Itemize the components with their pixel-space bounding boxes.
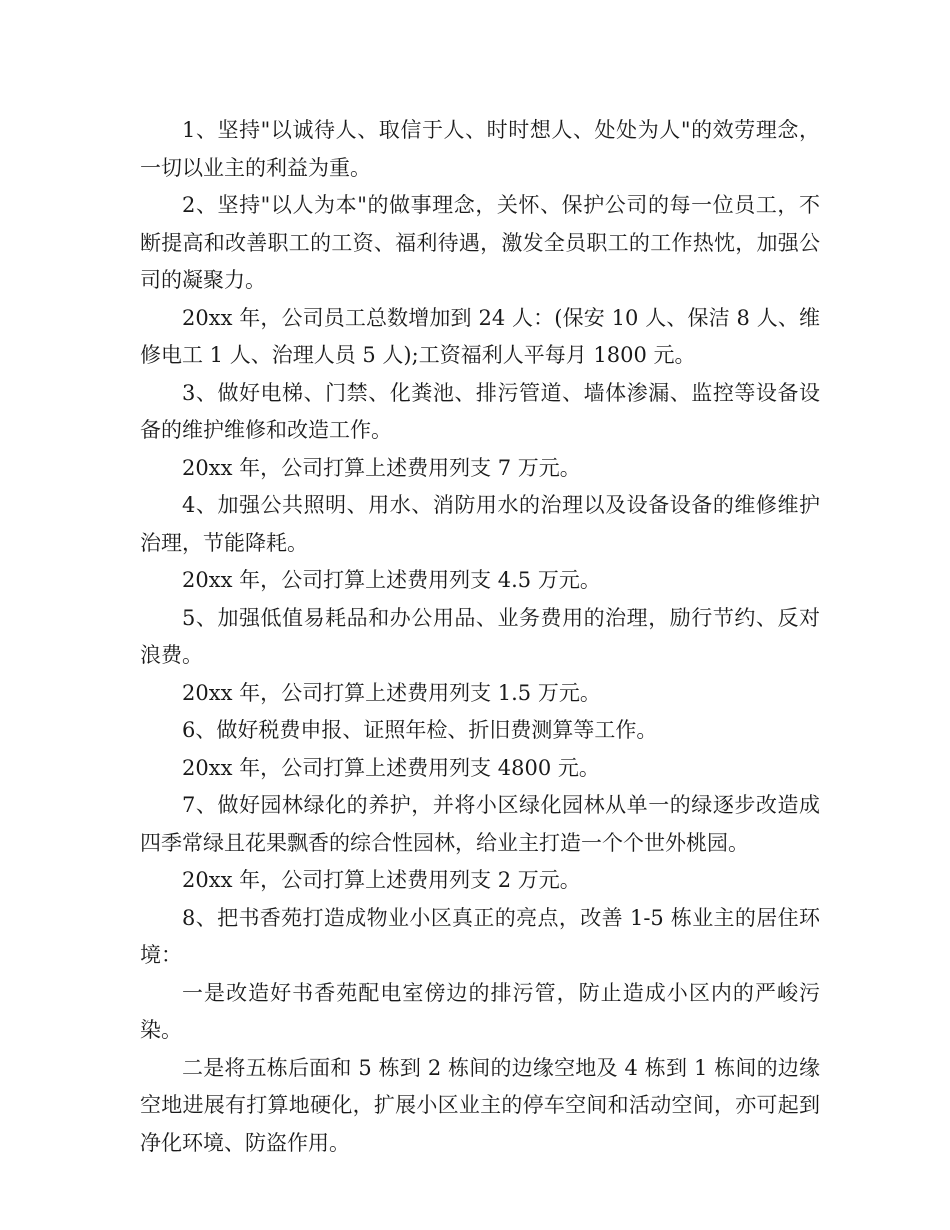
paragraph: 20xx 年，公司打算上述费用列支 7 万元。 <box>182 455 581 480</box>
document-body <box>140 112 820 1162</box>
paragraph: 1、坚持"以诚待人、取信于人、时时想人、处处为人"的效劳理念，一切以业主的利益为重。 <box>140 118 820 180</box>
paragraph: 7、做好园林绿化的养护，并将小区绿化园林从单一的绿逐步改造成四季常绿且花果飘香的综合性园林，给业主打造一个个世外桃园。 <box>140 793 820 855</box>
paragraph: 5、加强低值易耗品和办公用品、业务费用的治理，励行节约、反对浪费。 <box>140 605 820 667</box>
paragraph: 3、做好电梯、门禁、化粪池、排污管道、墙体渗漏、监控等设备设备的维护维修和改造工作。 <box>140 380 820 442</box>
paragraph: 20xx 年，公司打算上述费用列支 2 万元。 <box>182 868 581 892</box>
paragraph: 一是改造好书香苑配电室傍边的排污管，防止造成小区内的严峻污染。 <box>140 980 820 1042</box>
paragraph: 二是将五栋后面和 5 栋到 2 栋间的边缘空地及 4 栋到 1 栋间的边缘空地进展有打算地硬化，扩展小区业主的停车空间和活动空间，亦可起到净化环境、防盗作用。 <box>140 1055 820 1155</box>
paragraph: 6、做好税费申报、证照年检、折旧费测算等工作。 <box>182 718 658 742</box>
paragraph: 4、加强公共照明、用水、消防用水的治理以及设备设备的维修维护治理，节能降耗。 <box>140 493 820 555</box>
paragraph: 20xx 年，公司打算上述费用列支 1.5 万元。 <box>182 680 601 705</box>
paragraph: 8、把书香苑打造成物业小区真正的亮点，改善 1-5 栋业主的居住环境： <box>140 905 820 967</box>
paragraph: 20xx 年，公司打算上述费用列支 4.5 万元。 <box>182 568 601 592</box>
paragraph: 20xx 年，公司打算上述费用列支 4800 元。 <box>182 755 600 780</box>
paragraph: 20xx 年，公司员工总数增加到 24 人：(保安 10 人、保洁 8 人、维修电工 1 人、治理人员 5 人);工资福利人平每月 1800 元。 <box>140 305 820 367</box>
paragraph: 2、坚持"以人为本"的做事理念，关怀、保护公司的每一位员工，不断提高和改善职工的工资、福利待遇，激发全员职工的工作热忱，加强公司的凝聚力。 <box>140 193 820 292</box>
